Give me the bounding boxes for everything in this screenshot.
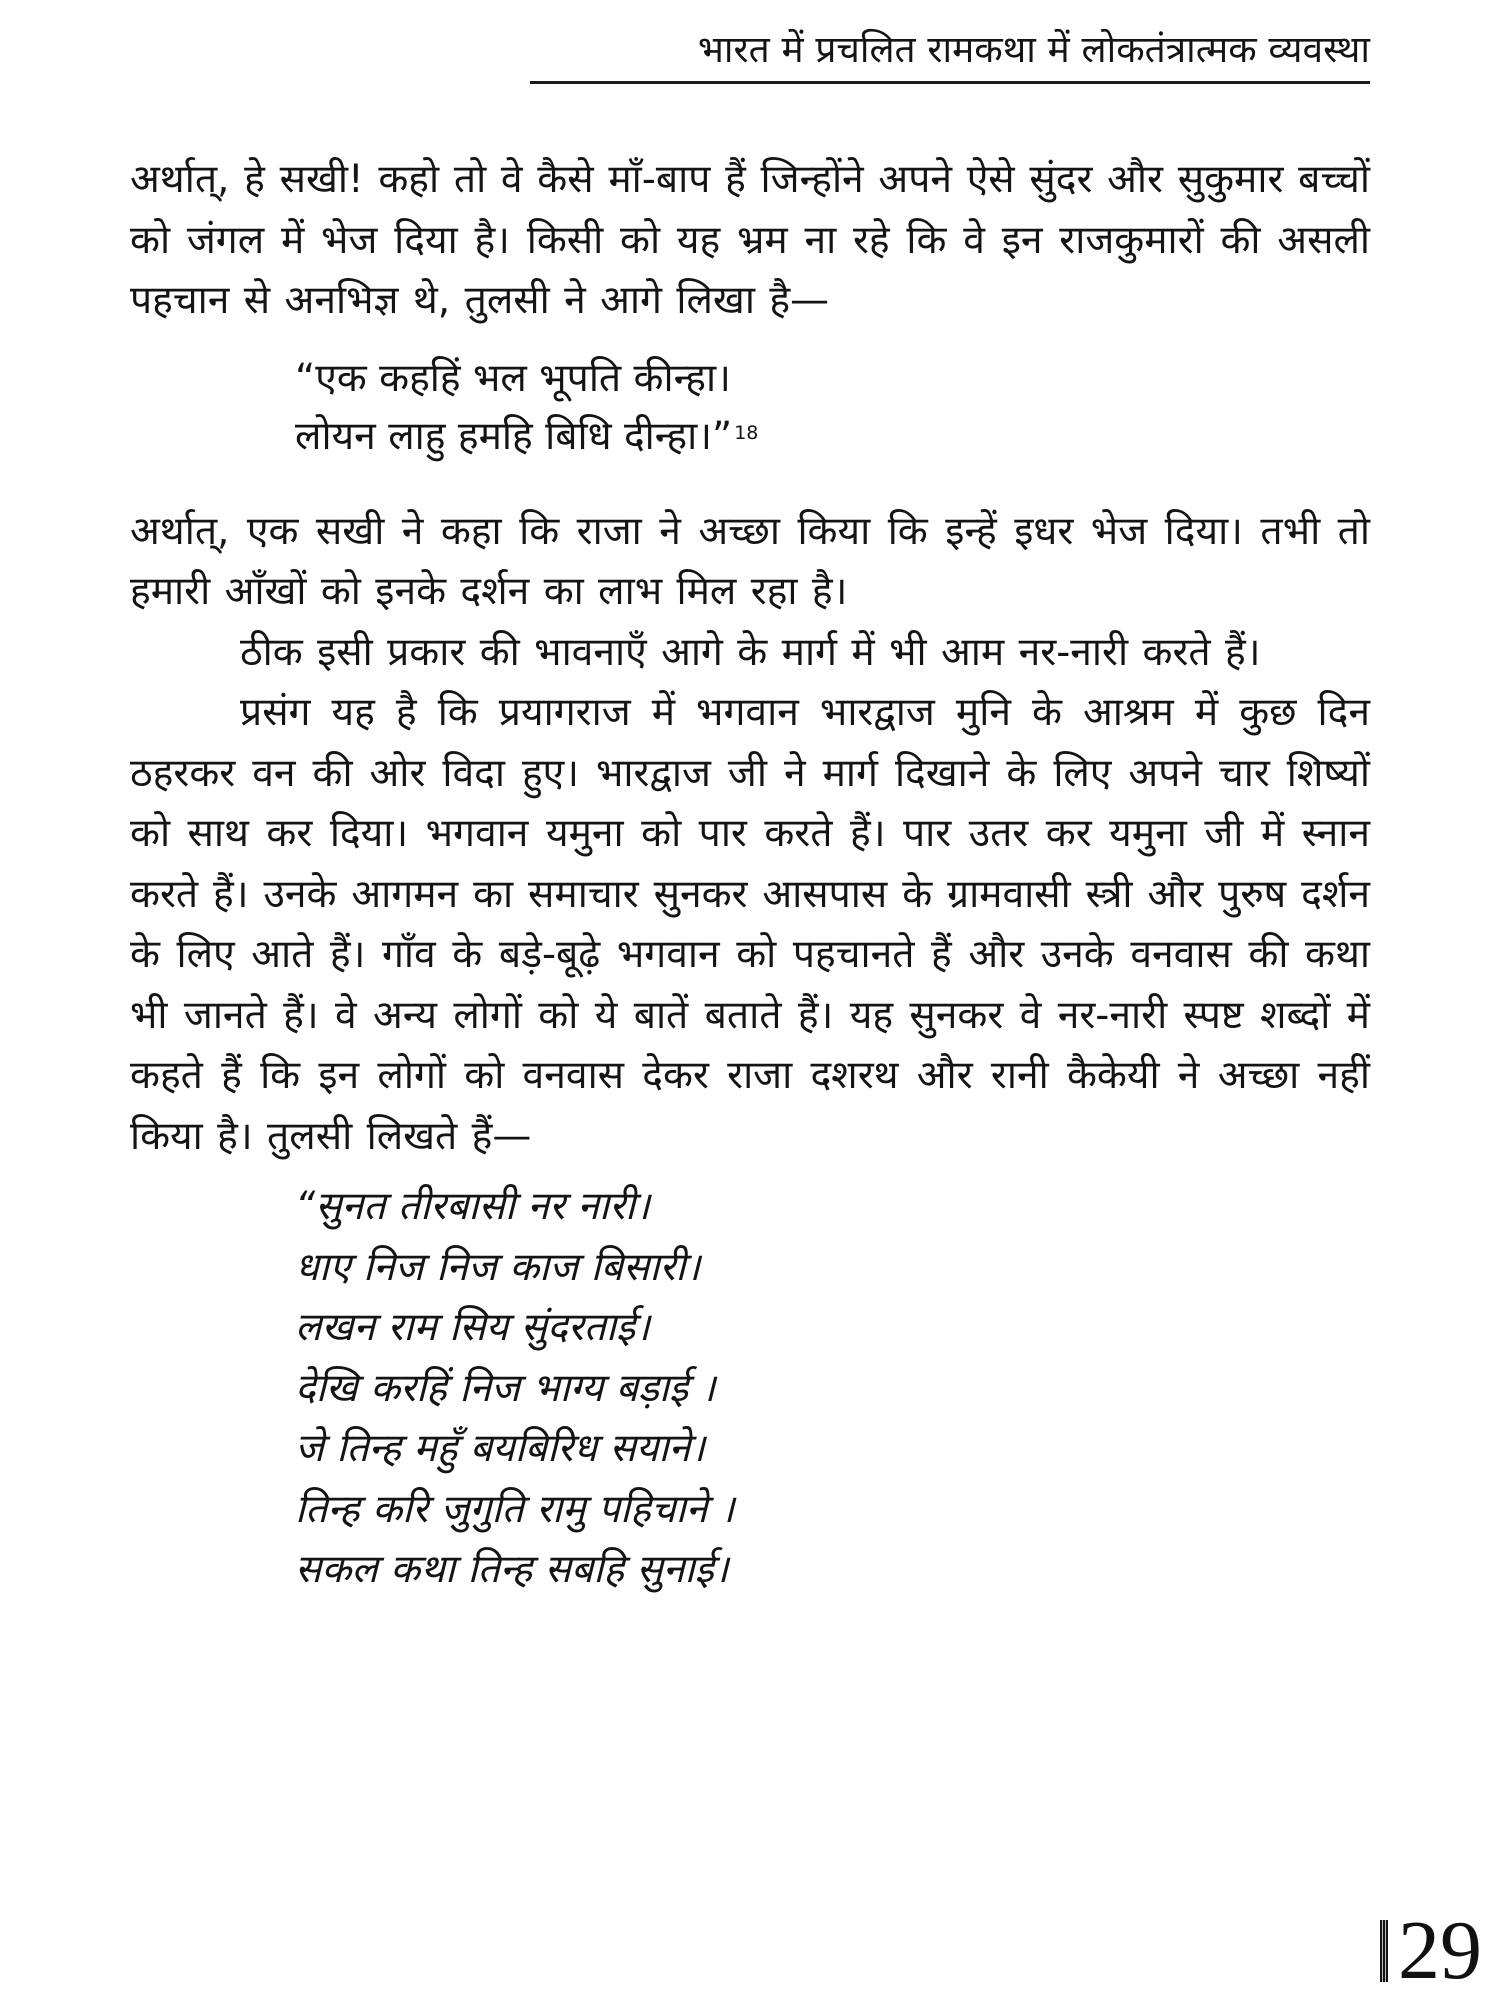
verse-1-line-2: लोयन लाहु हमहि बिधि दीन्हा।” [295,413,733,459]
verse-2-line-2: धाए निज निज काज बिसारी। [295,1244,701,1290]
verse-2-line-5: जे तिन्ह महुँ बयबिरिध सयाने। [295,1426,706,1471]
paragraph-1: अर्थात्, हे सखी! कहो तो वे कैसे माँ-बाप हैं जिन्होंने अपने ऐसे सुंदर और सुकुमार बच्चों को जंगल में भेज दिया है। किसी को यह भ्रम ना रहे कि वे इन राजकुमारों की असली पहचान से अनभिज्ञ थे, तुलसी ने आगे लिखा है— [130,157,1370,323]
verse-quote-1 [295,350,1370,466]
page-body [130,150,1370,1601]
page-number-bar [1380,1920,1388,1982]
paragraph-3: ठीक इसी प्रकार की भावनाएँ आगे के मार्ग में भी आम नर-नारी करते हैं। [240,629,1261,675]
verse-2-line-1: “सुनत तीरबासी नर नारी। [295,1184,650,1229]
header-rule [530,81,1370,84]
verse-quote-2 [295,1177,1370,1601]
verse-1-line-2-wrap [295,408,1370,466]
page-number: 29 [1398,1904,1482,1997]
verse-2-line-6: तिन्ह करि जुगुति रामु पहिचाने । [295,1486,735,1532]
verse-2-line-3: लखन राम सिय सुंदरताई। [295,1305,650,1350]
verse-1-line-1: “एक कहहिं भल भूपति कीन्हा। [295,355,731,401]
verse-2-line-4: देखि करहिं निज भाग्य बड़ाई । [295,1365,716,1411]
paragraph-4: प्रसंग यह है कि प्रयागराज में भगवान भारद्वाज मुनि के आश्रम में कुछ दिन ठहरकर वन की ओर विदा हुए। भारद्वाज जी ने मार्ग दिखाने के लिए अपने चार शिष्यों को साथ कर दिया। भगवान यमुना को पार करते हैं। पार उतर कर यमुना जी में स्नान करते हैं। उनके आगमन का समाचार सुनकर आसपास के ग्रामवासी स्त्री और पुरुष दर्शन के लिए आते हैं। गाँव के बड़े-बूढ़े भगवान को पहचानते हैं और उनके वनवास की कथा भी जानते हैं। वे अन्य लोगों को ये बातें बताते हैं। यह सुनकर वे नर-नारी स्पष्ट शब्दों में कहते हैं कि इन लोगों को वनवास देकर राजा दशरथ और रानी कैकेयी ने अच्छा नहीं किया है। तुलसी लिखते हैं— [130,690,1370,1159]
footnote-marker: 18 [734,421,759,444]
verse-2-line-7: सकल कथा तिन्ह सबहि सुनाई। [295,1547,729,1592]
running-header: भारत में प्रचलित रामकथा में लोकतंत्रात्मक व्यवस्था [697,28,1370,71]
paragraph-2: अर्थात्, एक सखी ने कहा कि राजा ने अच्छा किया कि इन्हें इधर भेज दिया। तभी तो हमारी आँखों को इनके दर्शन का लाभ मिल रहा है। [130,508,1370,614]
